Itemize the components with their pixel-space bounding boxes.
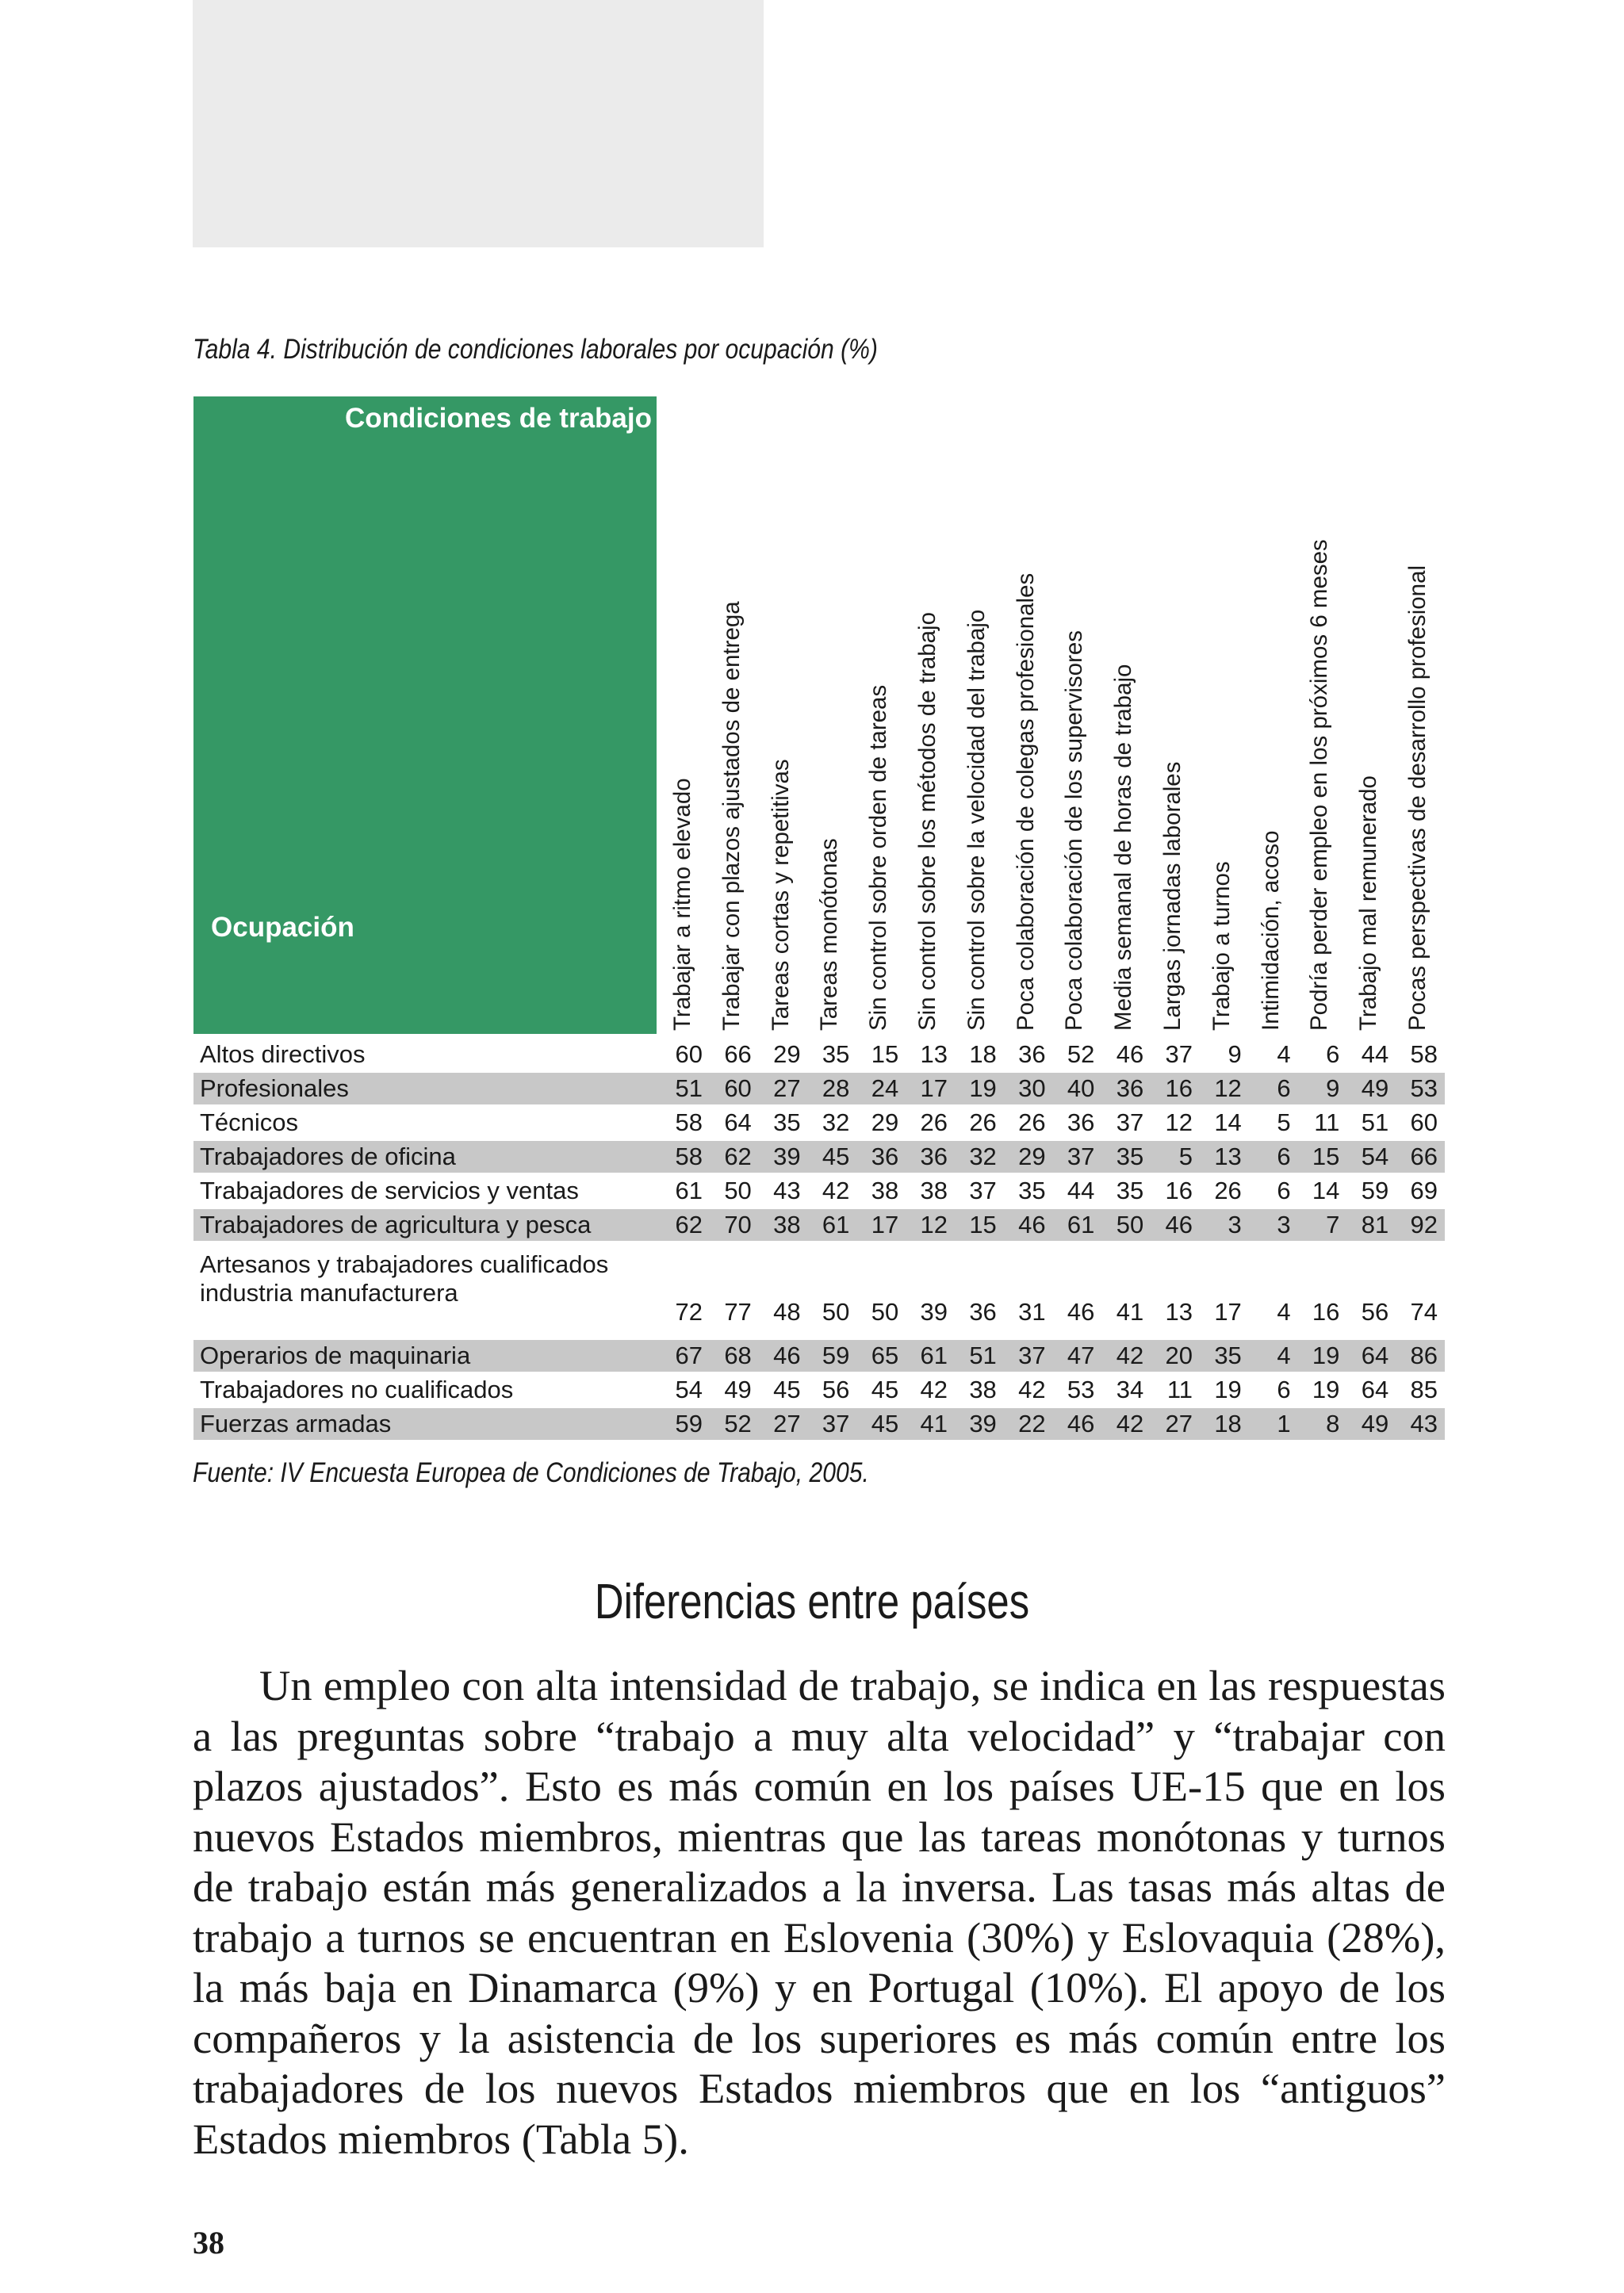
table-cell: 19 [1214, 1376, 1242, 1403]
table-cell: 38 [871, 1177, 899, 1204]
table-cell: 46 [1067, 1298, 1095, 1326]
table-cell: 5 [1277, 1108, 1291, 1136]
table-cell: 36 [1116, 1074, 1144, 1102]
table-cell: 51 [969, 1342, 997, 1369]
table-cell: 50 [1116, 1211, 1144, 1238]
row-label-line: Altos directivos [200, 1040, 366, 1068]
column-header: Tareas cortas y repetitivas [767, 759, 794, 1031]
table-cell: 26 [969, 1108, 997, 1136]
table-cell: 37 [1116, 1108, 1144, 1136]
column-header: Sin control sobre la velocidad del trabajo [963, 609, 990, 1031]
corner-label-occupation: Ocupación [211, 912, 354, 943]
table-cell: 35 [1116, 1177, 1144, 1204]
table-cell: 64 [1361, 1342, 1389, 1369]
table-cell: 32 [969, 1143, 997, 1170]
table-row [193, 1073, 1445, 1104]
table-cell: 4 [1277, 1298, 1291, 1326]
row-label-line: Trabajadores de oficina [200, 1143, 456, 1170]
column-header: Largas jornadas laborales [1159, 761, 1185, 1031]
table-cell: 19 [1312, 1342, 1340, 1369]
table-cell: 3 [1277, 1211, 1291, 1238]
table-cell: 56 [822, 1376, 850, 1403]
corner-label-conditions: Condiciones de trabajo [345, 403, 652, 434]
table-cell: 35 [822, 1040, 850, 1068]
table-cell: 41 [920, 1410, 948, 1437]
table-cell: 51 [1361, 1108, 1389, 1136]
table-cell: 11 [1314, 1108, 1340, 1136]
section-title: Diferencias entre países [594, 1575, 1030, 1629]
table-cell: 64 [1361, 1376, 1389, 1403]
table-cell: 11 [1166, 1376, 1193, 1403]
row-label-line: Artesanos y trabajadores cualificados [200, 1250, 609, 1278]
table-cell: 42 [1116, 1342, 1144, 1369]
table-cell: 42 [822, 1177, 850, 1204]
table-cell: 45 [871, 1410, 899, 1437]
column-header: Pocas perspectivas de desarrollo profesional [1404, 565, 1431, 1031]
table-cell: 32 [822, 1108, 850, 1136]
table-cell: 38 [920, 1177, 948, 1204]
table-cell: 49 [724, 1376, 752, 1403]
column-header: Tareas monótonas [816, 838, 843, 1031]
table-cell: 9 [1228, 1040, 1242, 1068]
table-cell: 6 [1326, 1040, 1340, 1068]
table-cell: 53 [1067, 1376, 1095, 1403]
table-cell: 43 [1410, 1410, 1438, 1437]
table-cell: 53 [1410, 1074, 1438, 1102]
table-cell: 92 [1410, 1211, 1438, 1238]
row-label [200, 1143, 456, 1171]
row-label-line: industria manufacturera [200, 1279, 458, 1307]
row-label-line: Profesionales [200, 1074, 349, 1102]
column-header: Trabajo mal remunerado [1355, 775, 1382, 1031]
row-label-line: Operarios de maquinaria [200, 1342, 471, 1369]
table-cell: 6 [1277, 1143, 1291, 1170]
table-cell: 66 [724, 1040, 752, 1068]
table-cell: 52 [724, 1410, 752, 1437]
table-caption: Tabla 4. Distribución de condiciones laborales por ocupación (%) [193, 334, 878, 365]
table-cell: 46 [1018, 1211, 1046, 1238]
table-cell: 50 [724, 1177, 752, 1204]
table-cell: 42 [1018, 1376, 1046, 1403]
table-cell: 4 [1277, 1040, 1291, 1068]
table-cell: 44 [1361, 1040, 1389, 1068]
row-label [200, 1250, 608, 1307]
table-cell: 70 [724, 1211, 752, 1238]
table-cell: 81 [1361, 1211, 1389, 1238]
header-gray-block [193, 0, 764, 247]
table-cell: 27 [1165, 1410, 1193, 1437]
table-corner-header [193, 396, 657, 1034]
table-cell: 77 [724, 1298, 752, 1326]
table-cell: 30 [1018, 1074, 1046, 1102]
table-cell: 74 [1410, 1298, 1438, 1326]
table-cell: 69 [1410, 1177, 1438, 1204]
table-cell: 46 [1116, 1040, 1144, 1068]
table-cell: 29 [773, 1040, 801, 1068]
column-header: Sin control sobre orden de tareas [865, 684, 892, 1031]
table-cell: 49 [1361, 1074, 1389, 1102]
table-cell: 44 [1067, 1177, 1095, 1204]
table-cell: 45 [871, 1376, 899, 1403]
table-cell: 39 [920, 1298, 948, 1326]
table-cell: 17 [920, 1074, 948, 1102]
table-cell: 50 [822, 1298, 850, 1326]
table-cell: 3 [1228, 1211, 1242, 1238]
table-cell: 61 [920, 1342, 948, 1369]
column-header: Sin control sobre los métodos de trabajo [914, 611, 940, 1031]
table-cell: 37 [1018, 1342, 1046, 1369]
table-cell: 59 [822, 1342, 850, 1369]
table-cell: 62 [675, 1211, 703, 1238]
row-label [200, 1376, 513, 1404]
row-label [200, 1108, 298, 1137]
row-label-line: Trabajadores no cualificados [200, 1376, 514, 1403]
table-cell: 59 [675, 1410, 703, 1437]
page-number: 38 [193, 2225, 224, 2260]
table-cell: 65 [871, 1342, 899, 1369]
table-cell: 42 [920, 1376, 948, 1403]
table-cell: 86 [1410, 1342, 1438, 1369]
table-cell: 48 [773, 1298, 801, 1326]
column-header: Intimidación, acoso [1257, 830, 1284, 1031]
table-row [193, 1209, 1445, 1241]
table-cell: 54 [675, 1376, 703, 1403]
row-label-line: Técnicos [200, 1108, 299, 1136]
table-cell: 56 [1361, 1298, 1389, 1326]
table-cell: 26 [920, 1108, 948, 1136]
table-cell: 58 [1410, 1040, 1438, 1068]
table-cell: 54 [1361, 1143, 1389, 1170]
table-cell: 9 [1326, 1074, 1340, 1102]
table-cell: 27 [773, 1410, 801, 1437]
table-cell: 12 [920, 1211, 948, 1238]
table-row [193, 1374, 1445, 1406]
table-cell: 35 [773, 1108, 801, 1136]
table-cell: 6 [1277, 1376, 1291, 1403]
table-cell: 24 [871, 1074, 899, 1102]
table-cell: 18 [1214, 1410, 1242, 1437]
table-cell: 16 [1165, 1177, 1193, 1204]
table-cell: 37 [969, 1177, 997, 1204]
column-header: Trabajo a turnos [1208, 861, 1235, 1031]
table-cell: 20 [1165, 1342, 1193, 1369]
table-cell: 13 [920, 1040, 948, 1068]
table-row [193, 1039, 1445, 1070]
table-cell: 59 [1361, 1177, 1389, 1204]
table-cell: 6 [1277, 1074, 1291, 1102]
row-label [200, 1410, 391, 1438]
table-cell: 26 [1214, 1177, 1242, 1204]
column-header: Trabajar a ritmo elevado [669, 778, 695, 1031]
table-cell: 46 [1165, 1211, 1193, 1238]
table-cell: 36 [969, 1298, 997, 1326]
table-cell: 61 [1067, 1211, 1095, 1238]
table-cell: 39 [969, 1410, 997, 1437]
table-cell: 60 [724, 1074, 752, 1102]
table-cell: 7 [1326, 1211, 1340, 1238]
table-row [193, 1340, 1445, 1372]
table-cell: 45 [822, 1143, 850, 1170]
column-header: Trabajar con plazos ajustados de entrega [718, 601, 745, 1031]
table-row [193, 1107, 1445, 1139]
row-label-line: Trabajadores de servicios y ventas [200, 1177, 579, 1204]
table-cell: 60 [1410, 1108, 1438, 1136]
row-label-line: Fuerzas armadas [200, 1410, 392, 1437]
table-cell: 66 [1410, 1143, 1438, 1170]
row-label [200, 1177, 579, 1205]
row-label [200, 1342, 470, 1370]
table-cell: 1 [1277, 1410, 1291, 1437]
table-cell: 36 [871, 1143, 899, 1170]
table-cell: 37 [822, 1410, 850, 1437]
table-cell: 15 [969, 1211, 997, 1238]
table-cell: 19 [1312, 1376, 1340, 1403]
table-cell: 16 [1312, 1298, 1340, 1326]
table-cell: 64 [724, 1108, 752, 1136]
table-cell: 18 [969, 1040, 997, 1068]
table-cell: 36 [1018, 1040, 1046, 1068]
table-cell: 52 [1067, 1040, 1095, 1068]
table-cell: 35 [1116, 1143, 1144, 1170]
table-cell: 46 [773, 1342, 801, 1369]
table-cell: 41 [1116, 1298, 1144, 1326]
table-cell: 46 [1067, 1410, 1095, 1437]
table-cell: 61 [822, 1211, 850, 1238]
table-cell: 16 [1165, 1074, 1193, 1102]
table-cell: 34 [1116, 1376, 1144, 1403]
table-cell: 12 [1165, 1108, 1193, 1136]
table-cell: 13 [1214, 1143, 1242, 1170]
table-cell: 58 [675, 1143, 703, 1170]
table-cell: 13 [1165, 1298, 1193, 1326]
table-cell: 14 [1312, 1177, 1340, 1204]
table-cell: 17 [871, 1211, 899, 1238]
table-cell: 43 [773, 1177, 801, 1204]
body-paragraph: Un empleo con alta intensidad de trabajo, se indica en las respuestas a las preguntas sobre “trabajo a muy alta velocidad” y “trabajar con plazos ajustados”. Esto es más común en los países UE-15 que en los nuevos Estados miembros, mientras que las tareas monótonas y turnos de trabajo están más generalizados a la inversa. Las tasas más altas de trabajo a turnos se encuentran en Eslovenia (30%) y Eslovaquia (28%), la más baja en Dinamarca (9%) y en Portugal (10%). El apoyo de los compañeros y la asistencia de los superiores es más común entre los trabajadores de los nuevos Estados miembros que en los “antiguos” Estados miembros (Tabla 5). [193, 1661, 1446, 2163]
table-cell: 38 [773, 1211, 801, 1238]
column-header: Poca colaboración de colegas profesionales [1012, 572, 1039, 1031]
table-cell: 22 [1018, 1410, 1046, 1437]
table-cell: 61 [675, 1177, 703, 1204]
table-cell: 27 [773, 1074, 801, 1102]
table-cell: 35 [1214, 1342, 1242, 1369]
table-cell: 8 [1326, 1410, 1340, 1437]
table-cell: 15 [871, 1040, 899, 1068]
table-cell: 51 [675, 1074, 703, 1102]
row-label [200, 1040, 365, 1069]
table-cell: 68 [724, 1342, 752, 1369]
table-source: Fuente: IV Encuesta Europea de Condiciones de Trabajo, 2005. [193, 1457, 869, 1488]
table-cell: 36 [920, 1143, 948, 1170]
table-cell: 72 [675, 1298, 703, 1326]
table-cell: 15 [1312, 1143, 1340, 1170]
table-cell: 85 [1410, 1376, 1438, 1403]
table-cell: 37 [1165, 1040, 1193, 1068]
table-cell: 14 [1214, 1108, 1242, 1136]
table-cell: 38 [969, 1376, 997, 1403]
table-cell: 5 [1178, 1143, 1193, 1170]
table-cell: 29 [871, 1108, 899, 1136]
table-cell: 35 [1018, 1177, 1046, 1204]
column-header: Poca colaboración de los supervisores [1061, 630, 1088, 1031]
table-cell: 40 [1067, 1074, 1095, 1102]
column-header: Media semanal de horas de trabajo [1110, 664, 1137, 1031]
table-cell: 42 [1116, 1410, 1144, 1437]
table-cell: 62 [724, 1143, 752, 1170]
table-cell: 39 [773, 1143, 801, 1170]
table-cell: 47 [1067, 1342, 1095, 1369]
table-cell: 29 [1018, 1143, 1046, 1170]
table-cell: 60 [675, 1040, 703, 1068]
table-cell: 49 [1361, 1410, 1389, 1437]
table-cell: 37 [1067, 1143, 1095, 1170]
table-cell: 19 [969, 1074, 997, 1102]
table-cell: 50 [871, 1298, 899, 1326]
table-cell: 45 [773, 1376, 801, 1403]
table-cell: 6 [1277, 1177, 1291, 1204]
table-row [193, 1175, 1445, 1207]
row-label-line: Trabajadores de agricultura y pesca [200, 1211, 592, 1238]
column-header: Podría perder empleo en los próximos 6 meses [1306, 539, 1333, 1031]
table-row [193, 1141, 1445, 1173]
table-cell: 26 [1018, 1108, 1046, 1136]
table-cell: 31 [1018, 1298, 1046, 1326]
table-cell: 58 [675, 1108, 703, 1136]
table-cell: 28 [822, 1074, 850, 1102]
row-label [200, 1074, 349, 1103]
table-cell: 12 [1214, 1074, 1242, 1102]
table-row [193, 1249, 1445, 1328]
table-cell: 17 [1214, 1298, 1242, 1326]
table-row [193, 1408, 1445, 1440]
row-label [200, 1211, 591, 1239]
table-cell: 4 [1277, 1342, 1291, 1369]
table-cell: 36 [1067, 1108, 1095, 1136]
table-cell: 67 [675, 1342, 703, 1369]
